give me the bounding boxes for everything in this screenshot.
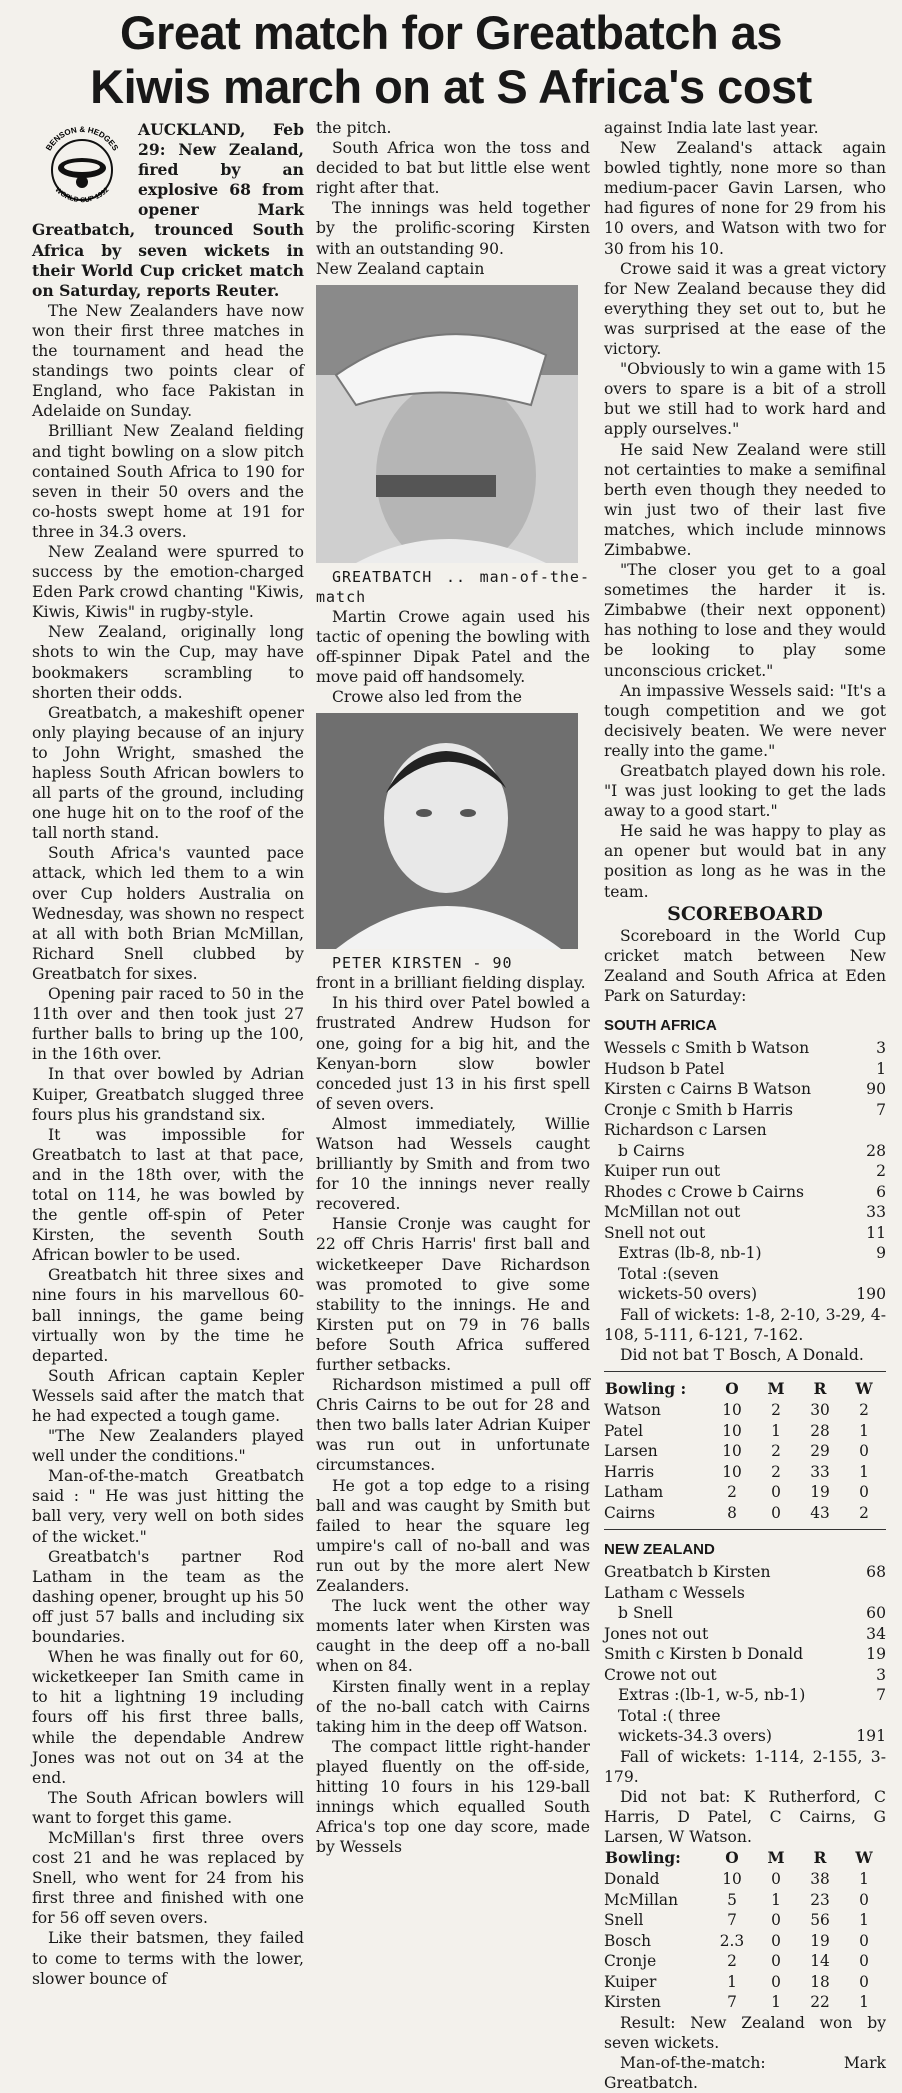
bowling-header-cell: M <box>767 1849 785 1868</box>
article-paragraph: He got a top edge to a rising ball and was caught by Smith but failed to hear the square leg umpire's call of no-ball and was run out by the more alert New Zealanders. <box>316 1476 590 1596</box>
col2-mid-paragraphs <box>316 607 590 707</box>
bowling-cell: 0 <box>771 1483 781 1502</box>
kirsten-caption: PETER KIRSTEN - 90 <box>332 954 513 973</box>
runs: 2 <box>876 1162 886 1181</box>
article-paragraph: He said he was happy to play as an opener but would bat in any position as long as he was in the team. <box>604 822 886 901</box>
article-paragraph: In his third over Patel bowled a frustrated Andrew Hudson for one, going for a big hit, and the Kenyan-born slow bowler conceded just 13 in his first spell of seven overs. <box>316 994 590 1113</box>
batting-row <box>604 1243 886 1264</box>
bowling-row <box>604 1421 886 1442</box>
bowling-cell: 1 <box>859 1421 869 1440</box>
batting-row <box>604 1284 886 1305</box>
batsman: McMillan not out <box>604 1203 741 1222</box>
article-paragraph: Crowe also led from the <box>332 688 522 707</box>
article-paragraph: New Zealand, originally long shots to win the Cup, may have bookmakers scrambling to shorten their odds. <box>32 623 304 702</box>
article-paragraph: Hansie Cronje was caught for 22 off Chris Harris' first ball and wicketkeeper Dave Richardson was promoted to give some stability to the innings. He and Kirsten put on 79 in 76 balls before South Africa suffered further setbacks. <box>316 1215 590 1374</box>
kirsten-photo <box>316 713 578 949</box>
batting-row <box>604 1161 886 1182</box>
batsman: Total :( three <box>618 1706 721 1725</box>
bowling-cell: 2 <box>771 1401 781 1420</box>
bowling-cell: 10 <box>722 1462 742 1481</box>
runs: 90 <box>866 1080 886 1099</box>
article-paragraph: Brilliant New Zealand fielding and tight bowling on a slow pitch contained South Africa to 190 for seven in their 50 overs and the co-hosts swept home at 191 for three in 34.3 overs. <box>32 422 304 541</box>
bowling-row <box>604 1910 886 1931</box>
batsman: Rhodes c Crowe b Cairns <box>604 1182 804 1201</box>
runs: 6 <box>876 1182 886 1201</box>
bowling-row <box>604 1503 886 1524</box>
batting-row <box>604 1141 886 1162</box>
bowling-cell: 38 <box>810 1870 830 1889</box>
article-paragraph: Opening pair raced to 50 in the 11th over and then took just 27 further balls to bring up the 100, in the 16th over. <box>32 985 304 1064</box>
article-paragraph: "The New Zealanders played well under the conditions." <box>32 1427 304 1466</box>
article-paragraph: Like their batsmen, they failed to come to terms with the lower, slower bounce of <box>32 1929 304 1988</box>
article-paragraph: Almost immediately, Willie Watson had Wessels caught brilliantly by Smith and from two for 10 the innings never really recovered. <box>316 1114 590 1214</box>
bowling-row <box>604 1441 886 1462</box>
batting-row <box>604 1182 886 1203</box>
bowling-row <box>604 1951 886 1972</box>
pre-photo-line: New Zealand captain <box>316 259 485 278</box>
batting-row <box>604 1583 886 1604</box>
scoreboard-heading: SCOREBOARD <box>667 902 823 925</box>
batting-row <box>604 1079 886 1100</box>
bowling-row <box>604 1400 886 1421</box>
bowling-cell: Harris <box>604 1462 655 1481</box>
bowling-cell: 0 <box>859 1890 869 1909</box>
article-paragraph: Greatbatch hit three sixes and nine fours in his marvellous 60- ball innings, the game being virtually won by the time he departed. <box>32 1266 304 1365</box>
bowling-header-cell: Bowling : <box>605 1380 687 1398</box>
article-paragraph: It was impossible for Greatbatch to last at that pace, and in the 18th over, with the total on 114, he was bowled by the gentle off-spin of Peter Kirsten, the seventh South African bowler to be used. <box>32 1125 304 1265</box>
bowling-cell: 0 <box>859 1931 869 1950</box>
article-paragraph: Man-of-the-match Greatbatch said : " He was just hitting the ball very, very well on both sides of the wicket." <box>32 1467 304 1546</box>
bowling-cell: 1 <box>859 1462 869 1481</box>
bowling-cell: 7 <box>727 1993 737 2012</box>
article-paragraph: McMillan's first three overs cost 21 and he was replaced by Snell, who went for 24 from his first three and finished with one for 56 off seven overs. <box>32 1828 304 1928</box>
runs: 60 <box>866 1604 886 1623</box>
bowling-header-cell: Bowling: <box>605 1849 681 1868</box>
bowling-header-row <box>604 1847 886 1869</box>
dateline: AUCKLAND, Feb 29: <box>138 120 304 160</box>
runs: 191 <box>856 1727 886 1746</box>
batsman: Extras :(lb-1, w-5, nb-1) <box>618 1686 806 1705</box>
nz-did-not-bat: Did not bat: K Rutherford, C Harris, D Patel, C Cairns, G Larsen, W Watson. <box>604 1787 886 1847</box>
batsman: wickets-50 overs) <box>618 1285 758 1304</box>
bowling-cell: 2 <box>859 1401 869 1420</box>
bowling-cell: 0 <box>771 1931 781 1950</box>
runs: 19 <box>866 1645 886 1664</box>
bowling-cell: 43 <box>810 1503 830 1522</box>
bowling-cell: 18 <box>810 1972 830 1991</box>
article-paragraph: "Obviously to win a game with 15 overs to spare is a bit of a stroll but we still had to work hard and apply ourselves." <box>604 360 886 439</box>
bowling-header-cell: R <box>813 1380 827 1398</box>
bowling-cell: 0 <box>771 1972 781 1991</box>
bowling-cell: 1 <box>771 1890 781 1909</box>
runs: 190 <box>856 1285 886 1304</box>
batsman: Snell not out <box>604 1223 706 1242</box>
headline <box>0 6 902 114</box>
runs: 34 <box>866 1624 886 1643</box>
batsman: Extras (lb-8, nb-1) <box>618 1244 762 1263</box>
article-paragraph: The luck went the other way moments later when Kirsten was caught in the deep off a no-ball when on 84. <box>316 1597 590 1676</box>
lead-text: New Zealand, fired by an explosive 68 from opener Mark Greatbatch, trounced South Africa by seven wickets in their World Cup cricket match on Saturday, reports Reuter. <box>32 140 304 300</box>
sa-fall-of-wickets: Fall of wickets: 1-8, 2-10, 3-29, 4-108, 5-111, 6-121, 7-162. <box>604 1305 886 1344</box>
bowling-row <box>604 1931 886 1952</box>
bowling-header-cell: O <box>725 1380 739 1398</box>
bowling-cell: 10 <box>722 1401 742 1420</box>
bowling-header-row <box>604 1378 886 1400</box>
bowling-header-cell: M <box>767 1380 785 1398</box>
runs: 7 <box>876 1100 886 1119</box>
bowling-cell: 7 <box>727 1911 737 1930</box>
bowling-cell: 1 <box>859 1993 869 2012</box>
bowling-cell: 10 <box>722 1442 742 1461</box>
divider <box>604 1529 886 1530</box>
bowling-cell: 0 <box>771 1952 781 1971</box>
divider <box>604 1371 886 1372</box>
bowling-cell: Cronje <box>604 1952 657 1971</box>
svg-text:WORLD CUP 1992: WORLD CUP 1992 <box>53 186 111 205</box>
article-paragraph: South African captain Kepler Wessels said after the match that he had expected a tough game. <box>32 1366 304 1425</box>
batsman: Cronje c Smith b Harris <box>604 1100 793 1119</box>
bowling-row <box>604 1482 886 1503</box>
article-paragraph: Kirsten finally went in a replay of the no-ball catch with Cairns taking him in the deep off Watson. <box>316 1677 590 1736</box>
bowling-cell: 0 <box>859 1952 869 1971</box>
batting-row <box>604 1685 886 1706</box>
article-paragraph: against India late last year. <box>604 119 819 137</box>
batting-row <box>604 1665 886 1686</box>
bowling-cell: 1 <box>727 1972 737 1991</box>
sa-batting <box>604 1038 886 1305</box>
batting-row <box>604 1706 886 1727</box>
batsman: Richardson c Larsen <box>604 1121 767 1140</box>
bowling-cell: 29 <box>810 1442 830 1461</box>
bowling-cell: 0 <box>771 1911 781 1930</box>
bowling-cell: 2 <box>727 1952 737 1971</box>
bowling-header-cell: O <box>725 1849 739 1868</box>
batting-row <box>604 1624 886 1645</box>
bowling-cell: 33 <box>810 1462 830 1481</box>
bowling-cell: Larsen <box>604 1442 658 1461</box>
headline-line-1: Great match for Greatbatch as <box>120 6 782 59</box>
bowling-cell: 2.3 <box>719 1931 745 1950</box>
bowling-cell: 0 <box>859 1442 869 1461</box>
bowling-cell: 14 <box>810 1952 830 1971</box>
article-paragraph: When he was finally out for 60, wicketkeeper Ian Smith came in to hit a lightning 19 including fours off his first three balls, while the dependable Andrew Jones was not out on 34 at the end. <box>32 1648 304 1787</box>
runs: 33 <box>866 1203 886 1222</box>
runs: 68 <box>866 1563 886 1582</box>
bowling-cell: Snell <box>604 1911 644 1930</box>
nz-batting <box>604 1562 886 1747</box>
bowling-cell: 2 <box>727 1483 737 1502</box>
sa-bowling-table <box>604 1847 886 2013</box>
greatbatch-photo-image <box>316 285 578 563</box>
bowling-cell: Patel <box>604 1421 644 1440</box>
bowling-cell: Cairns <box>604 1503 656 1522</box>
bowling-cell: 0 <box>859 1972 869 1991</box>
batsman: b Cairns <box>618 1141 685 1160</box>
batting-row <box>604 1603 886 1624</box>
article-paragraph: Greatbatch's partner Rod Latham in the team as the dashing opener, brought up his 50 off just 57 balls and including six boundaries. <box>32 1547 304 1647</box>
man-of-the-match: Man-of-the-match: Mark Greatbatch. <box>604 2053 886 2093</box>
runs: 3 <box>876 1665 886 1684</box>
kirsten-photo-image <box>316 713 578 949</box>
bowling-cell: 22 <box>810 1993 830 2012</box>
bowling-row <box>604 1972 886 1993</box>
bowling-cell: 28 <box>810 1421 830 1440</box>
runs: 9 <box>876 1244 886 1263</box>
batsman: Greatbatch b Kirsten <box>604 1563 771 1582</box>
article-paragraph: front in a brilliant fielding display. <box>316 974 586 993</box>
bowling-row <box>604 1462 886 1483</box>
article-paragraph: The compact little right-hander played fluently on the off-side, hitting 10 fours in his 129-ball innings which equalled South Africa's top one day score, made by Wessels <box>316 1737 590 1857</box>
bowling-cell: Latham <box>604 1483 664 1502</box>
runs: 11 <box>866 1223 886 1242</box>
bowling-header-cell: W <box>855 1380 873 1398</box>
batting-row <box>604 1120 886 1141</box>
runs: 3 <box>876 1039 886 1058</box>
sa-title: SOUTH AFRICA <box>604 1017 717 1035</box>
article-paragraph: Crowe said it was a great victory for New Zealand because they did everything they set out to, but he was surprised at the ease of the victory. <box>604 259 886 359</box>
nz-fall-of-wickets: Fall of wickets: 1-114, 2-155, 3-179. <box>604 1747 886 1786</box>
bowling-cell: 1 <box>859 1870 869 1889</box>
bowling-cell: 8 <box>727 1503 737 1522</box>
article-paragraph: An impassive Wessels said: "It's a tough competition and we got decisively beaten. We were never really into the game." <box>604 681 886 760</box>
col3-paragraphs <box>604 118 886 902</box>
bowling-cell: 1 <box>859 1911 869 1930</box>
batting-row <box>604 1059 886 1080</box>
bowling-cell: 19 <box>810 1483 830 1502</box>
batting-row <box>604 1202 886 1223</box>
bowling-cell: 1 <box>771 1993 781 2012</box>
bowling-cell: Kirsten <box>604 1993 661 2012</box>
batsman: Kirsten c Cairns B Watson <box>604 1080 812 1099</box>
scoreboard-intro: Scoreboard in the World Cup cricket match between New Zealand and South Africa at Eden Park on Saturday: <box>604 926 886 1006</box>
bowling-cell: 23 <box>810 1890 830 1909</box>
bowling-cell: 0 <box>771 1870 781 1889</box>
bowling-cell: 30 <box>810 1401 830 1420</box>
bowling-cell: 2 <box>771 1442 781 1461</box>
bowling-cell: 19 <box>810 1931 830 1950</box>
bowling-row <box>604 1992 886 2013</box>
article-paragraph: The innings was held together by the prolific-scoring Kirsten with an outstanding 90. <box>316 199 590 258</box>
article-paragraph: South Africa's vaunted pace attack, which led them to a win over Cup holders Australia on Wednesday, was shown no respect at all with both Brian McMillan, Richard Snell clubbed by Greatbatch for sixes. <box>32 844 304 983</box>
batsman: Jones not out <box>604 1624 709 1643</box>
bowling-cell: Kuiper <box>604 1972 657 1991</box>
bowling-cell: 10 <box>722 1870 742 1889</box>
bowling-cell: 0 <box>771 1503 781 1522</box>
batsman: Crowe not out <box>604 1665 717 1684</box>
col2-bottom-paragraphs <box>316 973 590 1857</box>
nz-bowling-table <box>604 1378 886 1523</box>
svg-text:BENSON & HEDGES: BENSON & HEDGES <box>44 124 120 153</box>
article-paragraph: The New Zealanders have now won their first three matches in the tournament and head the standings two points clear of England, who face Pakistan in Adelaide on Sunday. <box>32 301 304 421</box>
bowling-row <box>604 1890 886 1911</box>
sa-did-not-bat: Did not bat T Bosch, A Donald. <box>620 1345 864 1364</box>
article-paragraph: South Africa won the toss and decided to bat but little else went right after that. <box>316 139 590 198</box>
article-paragraph: Richardson mistimed a pull off Chris Cairns to be out for 28 and then two balls later Adrian Kuiper was run out in unfortunate circumstances. <box>316 1376 590 1475</box>
batsman: wickets-34.3 overs) <box>618 1727 772 1746</box>
batsman: Hudson b Patel <box>604 1059 725 1078</box>
column-1 <box>32 120 304 1989</box>
batting-row <box>604 1223 886 1244</box>
article-paragraph: Greatbatch played down his role. "I was just looking to get the lads away to a good start." <box>604 762 886 821</box>
greatbatch-caption: GREATBATCH .. man-of-the-match <box>316 567 590 606</box>
batting-row <box>604 1038 886 1059</box>
nz-title: NEW ZEALAND <box>604 1541 715 1559</box>
batting-row <box>604 1100 886 1121</box>
col2-top-paragraphs <box>316 118 590 259</box>
batsman: Wessels c Smith b Watson <box>604 1039 810 1058</box>
article-paragraph: The South African bowlers will want to forget this game. <box>32 1788 304 1827</box>
batsman: Smith c Kirsten b Donald <box>604 1645 804 1664</box>
batsman: Total :(seven <box>618 1264 719 1283</box>
bowling-row <box>604 1869 886 1890</box>
article-paragraph: Greatbatch, a makeshift opener only playing because of an injury to John Wright, smashed the hapless South African bowlers to all parts of the ground, including one huge hit on to the roof of the tall north stand. <box>32 703 304 843</box>
bowling-cell: Donald <box>604 1870 660 1889</box>
bowling-cell: 5 <box>727 1890 737 1909</box>
batsman: b Snell <box>618 1604 673 1623</box>
result: Result: New Zealand won by seven wickets. <box>604 2013 886 2052</box>
bowling-cell: 2 <box>859 1503 869 1522</box>
bowling-cell: 1 <box>771 1421 781 1440</box>
bowling-header-cell: R <box>813 1849 827 1868</box>
runs: 1 <box>876 1059 886 1078</box>
column-3 <box>604 118 886 2093</box>
article-paragraph: New Zealand's attack again bowled tightly, none more so than medium-pacer Gavin Larsen, who had figures of none for 29 from his 10 overs, and Watson with two for 30 from his 10. <box>604 139 886 258</box>
bowling-cell: Watson <box>604 1401 661 1420</box>
batsman: Kuiper run out <box>604 1162 721 1181</box>
bowling-cell: Bosch <box>604 1931 652 1950</box>
col1-paragraphs <box>32 301 304 1989</box>
article-paragraph: In that over bowled by Adrian Kuiper, Greatbatch slugged three fours plus his grandstand six. <box>32 1065 304 1124</box>
article-paragraph: New Zealand were spurred to success by the emotion-charged Eden Park crowd chanting "Kiwis, Kiwis, Kiwis" in rugby-style. <box>32 542 304 622</box>
article-paragraph: the pitch. <box>316 119 392 137</box>
runs: 28 <box>866 1141 886 1160</box>
headline-line-2: Kiwis march on at S Africa's cost <box>90 60 812 113</box>
batting-row <box>604 1644 886 1665</box>
bowling-cell: 56 <box>810 1911 830 1930</box>
batsman: Latham c Wessels <box>604 1583 745 1602</box>
article-paragraph: Martin Crowe again used his tactic of opening the bowling with off-spinner Dipak Patel and the move paid off handsomely. <box>316 607 590 687</box>
bowling-cell: 2 <box>771 1462 781 1481</box>
bowling-cell: 10 <box>722 1421 742 1440</box>
world-cup-logo-icon <box>32 120 132 212</box>
bowling-cell: McMillan <box>604 1890 678 1909</box>
article-paragraph: He said New Zealand were still not certainties to make a semifinal berth even though they needed to win just two of their last five matches, which include minnows Zimbabwe. <box>604 440 886 559</box>
greatbatch-photo <box>316 285 578 563</box>
batting-row <box>604 1264 886 1285</box>
batting-row <box>604 1726 886 1747</box>
bowling-header-cell: W <box>855 1849 873 1868</box>
batting-row <box>604 1562 886 1583</box>
bowling-cell: 0 <box>859 1483 869 1502</box>
column-2 <box>316 118 590 1857</box>
runs: 7 <box>876 1686 886 1705</box>
article-paragraph: "The closer you get to a goal sometimes the harder it is. Zimbabwe (their next opponent) has nothing to lose and they would be looking to play some unconscious cricket." <box>604 561 886 680</box>
